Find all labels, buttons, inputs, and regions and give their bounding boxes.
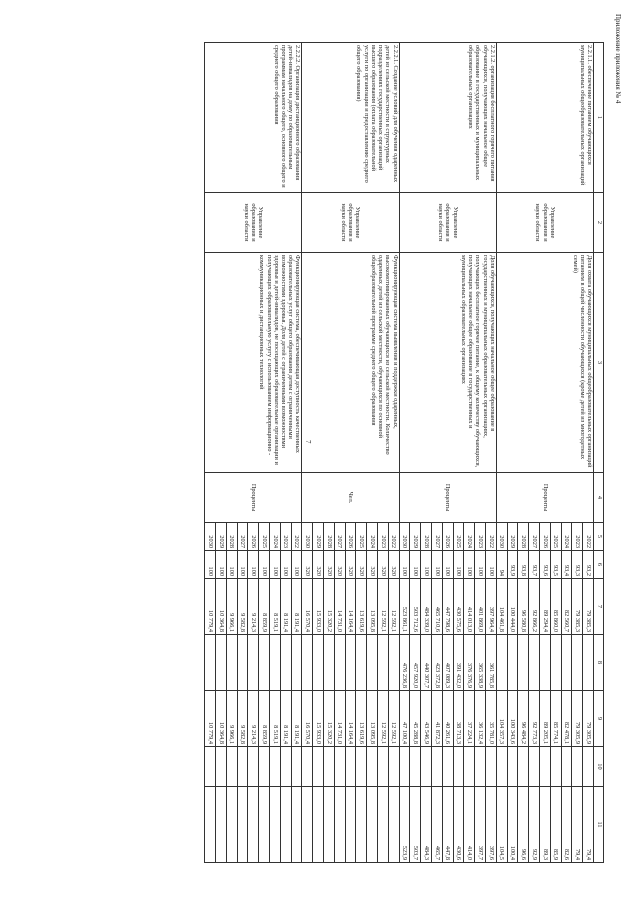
data-cell: 397,7: [475, 787, 486, 863]
data-cell: 320: [334, 551, 345, 579]
data-cell: [550, 635, 561, 691]
data-cell: [378, 747, 389, 787]
data-cell: 93,9: [507, 551, 518, 579]
data-cell: 93,5: [550, 551, 561, 579]
data-cell: [442, 747, 453, 787]
data-cell: 100: [216, 551, 227, 579]
data-cell: 2024: [561, 523, 572, 551]
data-cell: 8 519,1: [270, 691, 281, 747]
data-cell: [529, 747, 540, 787]
indicator-cell: Доля обучающихся, получающих начальное общее образование в государственных и муниципальных образовательных организациях, получающих бесплатное горячее питание, к общему количеству обучающихся, получающих начальное общее образование в государственных и муниципальных образовательных организациях: [399, 253, 496, 473]
indicator-cell: Доля охвата обучающихся муниципальных общеобразовательных организаций питанием в общей численности обучающихся (кроме детей из многодетных семей): [496, 253, 593, 473]
data-cell: 2029: [410, 523, 421, 551]
data-cell: 447 798,6: [442, 579, 453, 635]
data-cell: 100: [270, 551, 281, 579]
data-cell: 79,4: [572, 787, 583, 863]
column-number-4: 4: [594, 473, 604, 523]
data-cell: [388, 635, 399, 691]
data-cell: [561, 747, 572, 787]
data-cell: [399, 747, 410, 787]
data-cell: [486, 747, 497, 787]
data-cell: [410, 747, 421, 787]
page-number: 7: [304, 440, 312, 444]
data-cell: [237, 635, 248, 691]
data-cell: 96 484,2: [518, 691, 529, 747]
data-cell: 397 964,4: [486, 579, 497, 635]
data-cell: 89,3: [540, 787, 551, 863]
data-cell: [270, 787, 281, 863]
data-cell: 79 385,3: [572, 579, 583, 635]
data-cell: 96 580,8: [518, 579, 529, 635]
data-cell: 414,0: [464, 787, 475, 863]
data-cell: 320: [302, 551, 313, 579]
data-cell: 40 261,6: [442, 691, 453, 747]
data-cell: [507, 635, 518, 691]
data-cell: 82 560,7: [561, 579, 572, 635]
data-cell: 8 519,1: [270, 579, 281, 635]
data-cell: 100: [259, 551, 270, 579]
data-cell: 465 710,6: [432, 579, 443, 635]
column-number-3: 3: [594, 253, 604, 473]
data-cell: 93,2: [583, 551, 594, 579]
column-number-9: 9: [594, 691, 604, 747]
unit-cell: Проценты: [496, 473, 593, 523]
data-cell: [270, 635, 281, 691]
data-cell: 465,7: [432, 787, 443, 863]
data-cell: 2023: [378, 523, 389, 551]
column-number-7: 7: [594, 579, 604, 635]
data-cell: 89 205,1: [540, 691, 551, 747]
data-cell: 2026: [248, 523, 259, 551]
data-cell: 365 338,9: [475, 635, 486, 691]
data-cell: 10 364,8: [216, 579, 227, 635]
table-row: [486, 43, 497, 863]
data-cell: 523,9: [399, 787, 410, 863]
data-cell: [226, 787, 237, 863]
data-cell: 100: [464, 551, 475, 579]
column-number-6: 6: [594, 551, 604, 579]
data-cell: [216, 787, 227, 863]
data-cell: 2029: [507, 523, 518, 551]
appendix-label: Приложение приложения № 4: [614, 14, 622, 104]
data-cell: 92,9: [529, 787, 540, 863]
data-cell: [313, 635, 324, 691]
data-cell: 10 364,8: [216, 691, 227, 747]
data-cell: 89 294,4: [540, 579, 551, 635]
data-cell: [324, 787, 335, 863]
data-cell: 2026: [442, 523, 453, 551]
data-cell: 447,8: [442, 787, 453, 863]
data-cell: 96,6: [518, 787, 529, 863]
data-cell: 2024: [270, 523, 281, 551]
indicator-cell: Функционирующая система, обеспечивающая доступность качественных образовательных услуг общего образования детям с ограниченными возможностями здоровья. Доля детей с ограниченными возможностями здоровья и детей-инвалидов, не посещающих образовательные организации и получающих образовательную услугу с использованием информационно - коммуникационных и дистанционных технологий: [205, 253, 302, 473]
data-cell: [226, 635, 237, 691]
data-cell: 14 731,0: [334, 579, 345, 635]
data-cell: 2029: [313, 523, 324, 551]
table-row: [388, 43, 399, 863]
data-cell: [259, 747, 270, 787]
data-cell: 440 307,7: [421, 635, 432, 691]
data-cell: [496, 747, 507, 787]
data-cell: [356, 635, 367, 691]
table-body: [205, 43, 594, 863]
data-cell: [572, 635, 583, 691]
data-cell: 2025: [453, 523, 464, 551]
data-cell: 100: [280, 551, 291, 579]
data-cell: 2024: [464, 523, 475, 551]
table-row: [583, 43, 594, 863]
data-cell: 85 860,0: [550, 579, 561, 635]
data-cell: [302, 747, 313, 787]
data-cell: [388, 747, 399, 787]
data-cell: 79 305,9: [572, 691, 583, 747]
data-cell: 2027: [334, 523, 345, 551]
data-cell: 2028: [421, 523, 432, 551]
data-cell: 391 432,0: [453, 635, 464, 691]
data-cell: 430,6: [453, 787, 464, 863]
data-cell: 100: [205, 551, 216, 579]
data-cell: 9 214,3: [248, 579, 259, 635]
data-cell: 2027: [529, 523, 540, 551]
data-cell: 37 224,1: [464, 691, 475, 747]
measure-cell: 2.2.2.2. Организация дистанционного образования детей-инвалидов на дому по образовательным программам начального общего, основного общего и среднего общего образования: [205, 43, 302, 193]
data-cell: [518, 635, 529, 691]
data-cell: [291, 787, 302, 863]
data-cell: [367, 787, 378, 863]
data-cell: 2028: [518, 523, 529, 551]
data-cell: [302, 635, 313, 691]
column-number-5: 5: [594, 523, 604, 551]
data-cell: 104 357,3: [496, 691, 507, 747]
column-number-8: 8: [594, 635, 604, 691]
data-cell: 12 592,1: [388, 579, 399, 635]
data-cell: 12 592,1: [378, 691, 389, 747]
data-cell: 92 866,2: [529, 579, 540, 635]
data-cell: [248, 787, 259, 863]
data-cell: [496, 635, 507, 691]
data-cell: [334, 747, 345, 787]
data-cell: 484,3: [421, 787, 432, 863]
data-cell: 47 100,4: [399, 691, 410, 747]
data-cell: [475, 747, 486, 787]
data-cell: [248, 635, 259, 691]
column-number-2: 2: [594, 193, 604, 253]
data-cell: [205, 635, 216, 691]
data-cell: 100: [237, 551, 248, 579]
data-cell: [572, 747, 583, 787]
data-cell: 100: [475, 551, 486, 579]
data-cell: [345, 747, 356, 787]
data-cell: 320: [378, 551, 389, 579]
data-cell: 320: [313, 551, 324, 579]
data-cell: [259, 787, 270, 863]
data-cell: 2023: [572, 523, 583, 551]
data-cell: [345, 635, 356, 691]
data-cell: 2027: [237, 523, 248, 551]
data-cell: 9 582,8: [237, 579, 248, 635]
column-number-11: 11: [594, 787, 604, 863]
data-cell: 2028: [324, 523, 335, 551]
data-cell: [226, 747, 237, 787]
data-cell: 36 132,4: [475, 691, 486, 747]
data-cell: 104 461,8: [496, 579, 507, 635]
column-number-10: 10: [594, 747, 604, 787]
data-cell: [540, 635, 551, 691]
data-cell: [324, 635, 335, 691]
data-cell: 8 191,4: [291, 691, 302, 747]
data-cell: [313, 787, 324, 863]
data-cell: [453, 747, 464, 787]
data-cell: 423 372,8: [432, 635, 443, 691]
data-cell: [367, 635, 378, 691]
data-cell: 8 191,4: [280, 579, 291, 635]
data-cell: 2026: [540, 523, 551, 551]
data-cell: 2028: [226, 523, 237, 551]
measure-cell: 2.2.1.1. обеспечение питанием обучающихся муниципальных общеобразовательных организаций: [496, 43, 593, 193]
unit-cell: Проценты: [205, 473, 302, 523]
data-cell: 16 570,4: [302, 691, 313, 747]
data-cell: 407 089,3: [442, 635, 453, 691]
measure-cell: 2.2.1.2. организация бесплатного горячего питания обучающихся, получающих начальное общее образование в государственных и муниципальных образовательных организациях: [399, 43, 496, 193]
data-cell: 2023: [280, 523, 291, 551]
data-cell: 13 095,8: [367, 691, 378, 747]
executor-cell: Управление образования и науки области: [496, 193, 593, 253]
data-cell: [324, 747, 335, 787]
data-cell: [367, 747, 378, 787]
data-cell: 397,6: [486, 787, 497, 863]
data-cell: [583, 747, 594, 787]
data-cell: 9 966,1: [226, 691, 237, 747]
executor-cell: Управление образования и науки области: [302, 193, 399, 253]
data-cell: 100: [248, 551, 259, 579]
data-cell: 14 164,4: [345, 579, 356, 635]
data-cell: 104,5: [496, 787, 507, 863]
data-cell: 79,4: [583, 787, 594, 863]
data-cell: 93,7: [529, 551, 540, 579]
data-cell: 100: [410, 551, 421, 579]
table-row: [291, 43, 302, 863]
data-cell: [280, 747, 291, 787]
measure-cell: 2.2.2.1. Создание условий для обучения одаренных детей из сельской местности в структурных подразделениях государственных организаций высшего образования (оплата образовательной услуги по организации и предоставлению среднего общего образования): [302, 43, 399, 193]
data-cell: 2029: [216, 523, 227, 551]
data-cell: 2024: [367, 523, 378, 551]
data-cell: 2026: [345, 523, 356, 551]
data-cell: 16 570,4: [302, 579, 313, 635]
data-cell: 9 582,8: [237, 691, 248, 747]
executor-cell: Управление образования и науки области: [205, 193, 302, 253]
data-cell: [334, 635, 345, 691]
data-cell: [291, 635, 302, 691]
data-cell: 2030: [302, 523, 313, 551]
data-cell: 100: [421, 551, 432, 579]
data-cell: 9 214,3: [248, 691, 259, 747]
data-cell: 2030: [205, 523, 216, 551]
data-cell: 2022: [583, 523, 594, 551]
data-cell: 10 779,4: [205, 691, 216, 747]
data-cell: [334, 787, 345, 863]
data-cell: 8 859,9: [259, 691, 270, 747]
data-cell: 2025: [259, 523, 270, 551]
data-cell: 82 478,1: [561, 691, 572, 747]
budget-table: [204, 42, 604, 863]
executor-cell: Управление образования и науки области: [399, 193, 496, 253]
data-cell: [432, 747, 443, 787]
data-cell: [248, 747, 259, 787]
data-cell: 484 339,0: [421, 579, 432, 635]
column-number-row: [594, 43, 604, 863]
data-cell: 93,6: [540, 551, 551, 579]
data-cell: 94: [496, 551, 507, 579]
data-cell: 35 781,0: [486, 691, 497, 747]
data-cell: 9 966,1: [226, 579, 237, 635]
data-cell: 320: [388, 551, 399, 579]
data-cell: [313, 747, 324, 787]
data-cell: 2030: [399, 523, 410, 551]
data-cell: 100: [399, 551, 410, 579]
data-cell: [561, 635, 572, 691]
data-cell: [378, 635, 389, 691]
data-cell: 79 385,3: [583, 579, 594, 635]
data-cell: 15 933,0: [313, 691, 324, 747]
data-cell: 376 376,9: [464, 635, 475, 691]
data-cell: 503,7: [410, 787, 421, 863]
data-cell: 320: [345, 551, 356, 579]
data-cell: 2022: [388, 523, 399, 551]
data-cell: 12 592,1: [388, 691, 399, 747]
data-cell: 2025: [550, 523, 561, 551]
data-cell: 2025: [356, 523, 367, 551]
data-cell: 2027: [432, 523, 443, 551]
data-cell: 15 320,2: [324, 691, 335, 747]
data-cell: [378, 787, 389, 863]
data-cell: 457 920,0: [410, 635, 421, 691]
data-cell: 43 546,9: [421, 691, 432, 747]
data-cell: 15 320,2: [324, 579, 335, 635]
data-cell: 100 343,6: [507, 691, 518, 747]
data-cell: [280, 635, 291, 691]
data-cell: [507, 747, 518, 787]
data-cell: 15 933,0: [313, 579, 324, 635]
data-cell: 85,9: [550, 787, 561, 863]
data-cell: 13 095,8: [367, 579, 378, 635]
data-cell: [464, 747, 475, 787]
data-cell: 82,6: [561, 787, 572, 863]
data-cell: [302, 787, 313, 863]
unit-cell: Проценты: [399, 473, 496, 523]
data-cell: [205, 747, 216, 787]
data-cell: 100: [226, 551, 237, 579]
data-cell: 320: [324, 551, 335, 579]
data-cell: 41 872,3: [432, 691, 443, 747]
data-cell: [356, 747, 367, 787]
data-cell: 2022: [486, 523, 497, 551]
data-cell: [237, 787, 248, 863]
data-cell: [540, 747, 551, 787]
data-cell: [550, 747, 561, 787]
data-cell: [237, 747, 248, 787]
data-cell: 100,4: [507, 787, 518, 863]
data-cell: [345, 787, 356, 863]
data-cell: [356, 787, 367, 863]
data-cell: 100: [291, 551, 302, 579]
data-cell: 320: [356, 551, 367, 579]
data-cell: 430 575,6: [453, 579, 464, 635]
indicator-cell: Функционирующая система выявления и поддержки одаренных, высокомотивированных обучающихся из сельской местности. Количество одаренных детей из сельской местности, обучающихся по основной общеобразовательной программе среднего общего образования: [302, 253, 399, 473]
data-cell: 14 164,4: [345, 691, 356, 747]
data-cell: 13 619,6: [356, 579, 367, 635]
data-cell: 45 288,8: [410, 691, 421, 747]
data-cell: [388, 787, 399, 863]
data-cell: 85 774,1: [550, 691, 561, 747]
data-cell: 93,8: [518, 551, 529, 579]
data-cell: [259, 635, 270, 691]
data-cell: 2022: [291, 523, 302, 551]
data-cell: 2030: [496, 523, 507, 551]
data-cell: 476 236,8: [399, 635, 410, 691]
data-cell: 523 861,1: [399, 579, 410, 635]
data-cell: 93,3: [572, 551, 583, 579]
data-cell: 13 619,6: [356, 691, 367, 747]
data-cell: [529, 635, 540, 691]
data-cell: 14 731,0: [334, 691, 345, 747]
data-cell: 8 859,9: [259, 579, 270, 635]
data-cell: 100 444,0: [507, 579, 518, 635]
data-cell: [518, 747, 529, 787]
data-cell: 401 869,0: [475, 579, 486, 635]
data-cell: 79 305,9: [583, 691, 594, 747]
data-cell: [216, 747, 227, 787]
data-cell: [216, 635, 227, 691]
data-cell: [205, 787, 216, 863]
data-cell: 100: [453, 551, 464, 579]
data-cell: [421, 747, 432, 787]
data-cell: 320: [367, 551, 378, 579]
data-cell: 12 592,1: [378, 579, 389, 635]
data-cell: 93,4: [561, 551, 572, 579]
data-cell: 38 713,3: [453, 691, 464, 747]
data-cell: 361 785,8: [486, 635, 497, 691]
data-cell: 414 013,0: [464, 579, 475, 635]
data-cell: [280, 787, 291, 863]
budget-table-rotated: [44, 42, 604, 862]
data-cell: 8 191,4: [291, 579, 302, 635]
data-cell: 92 773,3: [529, 691, 540, 747]
data-cell: 8 191,4: [280, 691, 291, 747]
column-number-1: 1: [594, 43, 604, 193]
unit-cell: Чел.: [302, 473, 399, 523]
data-cell: 100: [442, 551, 453, 579]
data-cell: [291, 747, 302, 787]
data-cell: 2023: [475, 523, 486, 551]
data-cell: [583, 635, 594, 691]
data-cell: 100: [486, 551, 497, 579]
data-cell: 10 779,4: [205, 579, 216, 635]
data-cell: 100: [432, 551, 443, 579]
data-cell: 503 712,6: [410, 579, 421, 635]
data-cell: [270, 747, 281, 787]
